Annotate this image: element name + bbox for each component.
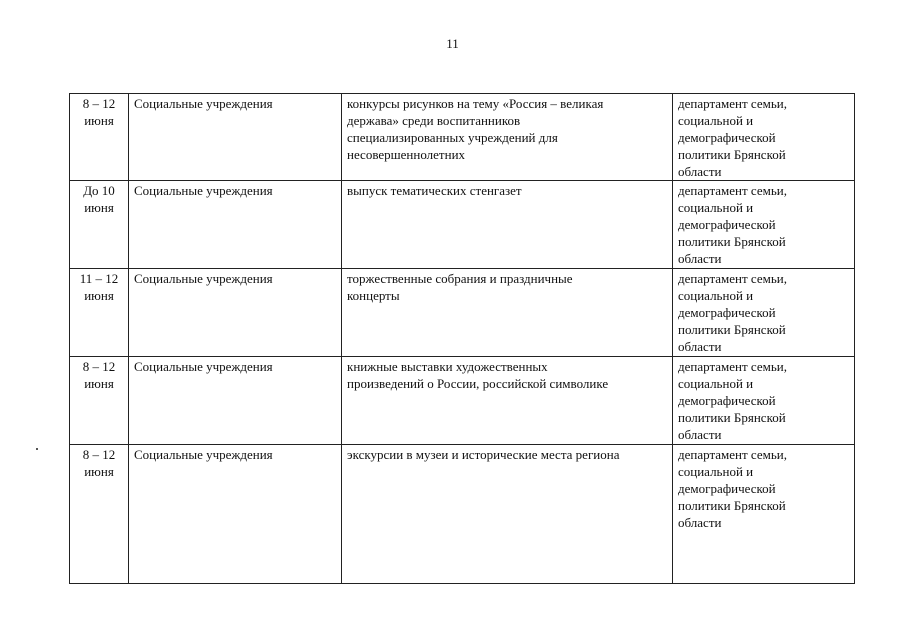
responsible-cell bbox=[673, 357, 855, 445]
date-cell bbox=[70, 269, 129, 357]
responsible-cell bbox=[673, 94, 855, 181]
table-row bbox=[70, 181, 855, 269]
scan-artifact-dot bbox=[36, 448, 38, 450]
event-cell bbox=[342, 269, 673, 357]
table-row bbox=[70, 94, 855, 181]
responsible-text: департамент семьи, социальной и демографической политики Брянской области bbox=[678, 359, 787, 442]
responsible-text: департамент семьи, социальной и демографической политики Брянской области bbox=[678, 447, 787, 530]
place-cell bbox=[129, 357, 342, 445]
place-cell bbox=[129, 269, 342, 357]
responsible-text: департамент семьи, социальной и демографической политики Брянской области bbox=[678, 271, 787, 354]
date-text: 11 – 12 июня bbox=[79, 271, 119, 303]
event-text: конкурсы рисунков на тему «Россия – великая держава» среди воспитанников специализированных учреждений для несовершеннолетних bbox=[347, 96, 604, 162]
date-cell bbox=[70, 357, 129, 445]
event-cell bbox=[342, 181, 673, 269]
place-text: Социальные учреждения bbox=[134, 447, 273, 462]
responsible-text: департамент семьи, социальной и демографической политики Брянской области bbox=[678, 183, 787, 266]
event-text: выпуск тематических стенгазет bbox=[347, 183, 522, 198]
table-row bbox=[70, 445, 855, 584]
date-cell bbox=[70, 94, 129, 181]
date-cell bbox=[70, 445, 129, 584]
place-cell bbox=[129, 445, 342, 584]
event-text: книжные выставки художественных произведений о России, российской символике bbox=[347, 359, 609, 391]
responsible-cell bbox=[673, 181, 855, 269]
events-table bbox=[69, 93, 855, 584]
date-text: 8 – 12 июня bbox=[82, 96, 116, 128]
table-row bbox=[70, 357, 855, 445]
date-text: До 10 июня bbox=[83, 183, 115, 215]
event-cell bbox=[342, 94, 673, 181]
event-cell bbox=[342, 357, 673, 445]
date-text: 8 – 12 июня bbox=[82, 447, 116, 479]
responsible-cell bbox=[673, 445, 855, 584]
place-cell bbox=[129, 181, 342, 269]
page-number: 11 bbox=[446, 36, 459, 51]
date-cell bbox=[70, 181, 129, 269]
responsible-cell bbox=[673, 269, 855, 357]
date-text: 8 – 12 июня bbox=[82, 359, 116, 391]
event-text: торжественные собрания и праздничные концерты bbox=[347, 271, 573, 303]
place-cell bbox=[129, 94, 342, 181]
event-cell bbox=[342, 445, 673, 584]
place-text: Социальные учреждения bbox=[134, 183, 273, 198]
place-text: Социальные учреждения bbox=[134, 271, 273, 286]
place-text: Социальные учреждения bbox=[134, 359, 273, 374]
table-row bbox=[70, 269, 855, 357]
event-text: экскурсии в музеи и исторические места региона bbox=[347, 447, 620, 462]
responsible-text: департамент семьи, социальной и демографической политики Брянской области bbox=[678, 96, 787, 179]
place-text: Социальные учреждения bbox=[134, 96, 273, 111]
